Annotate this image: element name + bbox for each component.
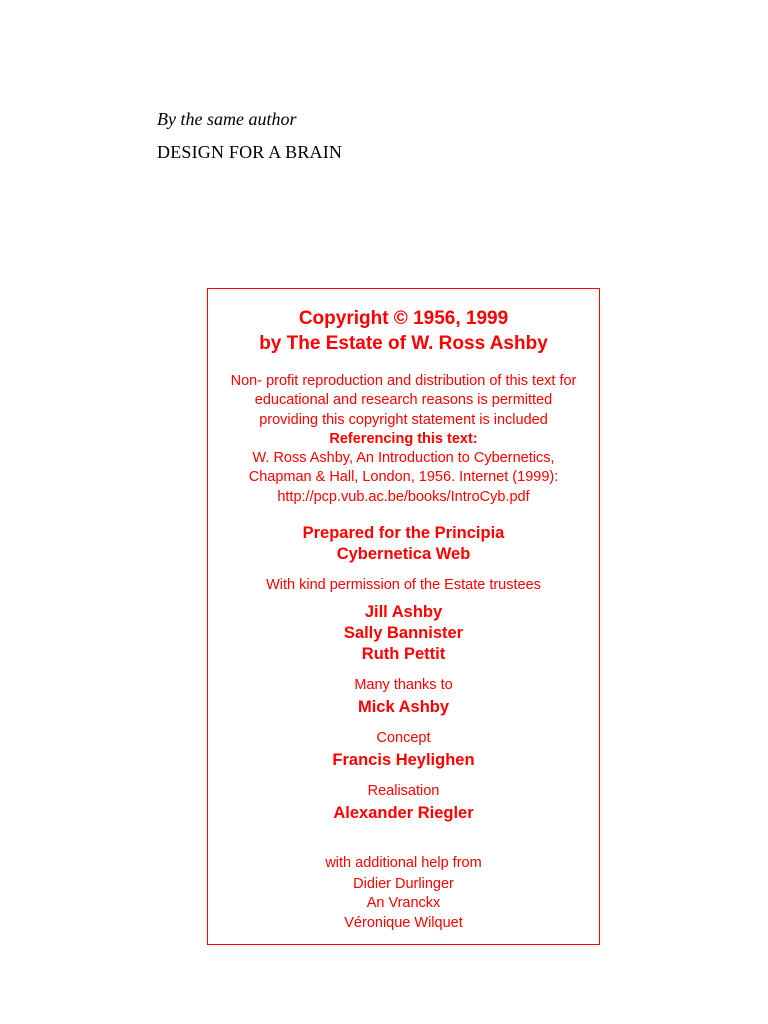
reference-line: Chapman & Hall, London, 1956. Internet (1999): (248, 469, 559, 486)
helper-name: Didier Durlinger (353, 876, 454, 893)
thanks-label: Many thanks to (354, 677, 453, 694)
header-block (157, 106, 342, 165)
trustee-name: Sally Bannister (343, 624, 464, 643)
copyright-line: Copyright © 1956, 1999 (298, 308, 509, 329)
copyright-notice (208, 372, 599, 507)
notice-line: providing this copyright statement is included (259, 411, 548, 428)
by-same-author-label: By the same author (157, 109, 297, 129)
prepared-line: Prepared for the Principia (302, 524, 505, 543)
additional-help-label: with additional help from (325, 855, 482, 872)
trustee-name: Jill Ashby (364, 603, 443, 622)
concept-name: Francis Heylighen (332, 751, 475, 770)
realisation-label: Realisation (367, 783, 440, 800)
notice-line: educational and research reasons is permitted (254, 392, 553, 409)
helper-name: Véronique Wilquet (344, 914, 463, 931)
referencing-label: Referencing this text: (329, 430, 478, 447)
reference-url: http://pcp.vub.ac.be/books/IntroCyb.pdf (277, 488, 530, 505)
realisation-name: Alexander Riegler (333, 804, 474, 823)
helper-name: An Vranckx (366, 895, 441, 912)
trustee-names (208, 602, 599, 665)
copyright-heading (208, 306, 599, 356)
concept-label: Concept (376, 730, 431, 747)
copyright-owner-line: by The Estate of W. Ross Ashby (259, 333, 548, 354)
thanks-name: Mick Ashby (357, 698, 450, 717)
trustee-name: Ruth Pettit (361, 645, 446, 664)
prepared-for (208, 523, 599, 565)
reference-line: W. Ross Ashby, An Introduction to Cybernetics, (252, 450, 555, 467)
book-title: DESIGN FOR A BRAIN (157, 142, 343, 162)
notice-line: Non- profit reproduction and distribution of this text for (230, 373, 577, 389)
helper-names (208, 875, 599, 933)
copyright-box (207, 288, 600, 945)
prepared-line: Cybernetica Web (336, 545, 471, 564)
permission-label: With kind permission of the Estate trustees (266, 577, 541, 594)
